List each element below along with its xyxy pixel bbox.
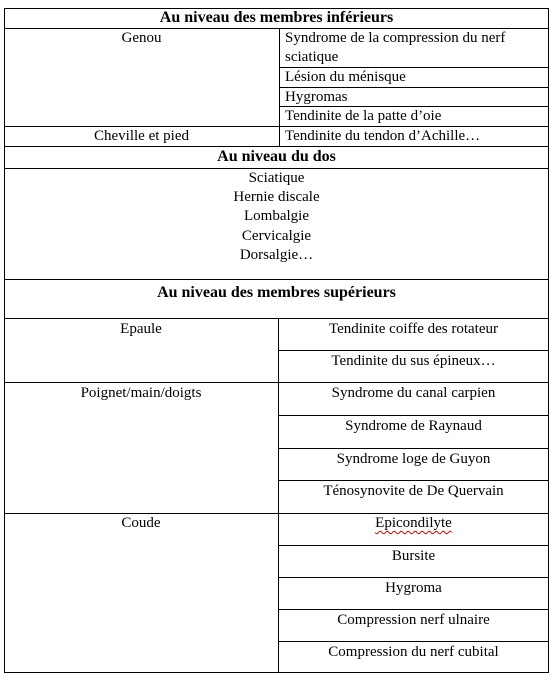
divider [4, 279, 549, 280]
list-item: Hygromas [285, 89, 348, 105]
list-item: Tendinite du sus épineux… [331, 353, 496, 369]
list-item: Tendinite coiffe des rotateur [328, 321, 499, 337]
list-item: Sciatique [248, 170, 305, 186]
divider [278, 415, 549, 416]
list-item: Ténosynovite de De Quervain [323, 483, 504, 499]
category-cheville-pied: Cheville et pied [94, 128, 189, 144]
list-item: Bursite [391, 548, 436, 564]
section-title-lower-limbs: Au niveau des membres inférieurs [159, 9, 394, 26]
list-item: Hernie discale [233, 189, 320, 205]
list-item: Compression nerf ulnaire [337, 612, 490, 628]
divider [4, 382, 549, 383]
category-coude: Coude [121, 515, 161, 531]
list-item: Compression du nerf cubital [328, 644, 499, 660]
table-border-bottom [4, 672, 549, 673]
divider [4, 318, 549, 319]
list-item: sciatique [285, 49, 339, 65]
list-item: Tendinite du tendon d’Achille… [285, 128, 481, 144]
list-item: Lombalgie [244, 208, 309, 224]
category-epaule: Epaule [120, 321, 162, 337]
divider [278, 577, 549, 578]
section-title-back: Au niveau du dos [217, 148, 336, 165]
divider [278, 545, 549, 546]
divider [278, 641, 549, 642]
divider [278, 480, 549, 481]
list-item: Dorsalgie… [239, 247, 314, 263]
list-item: Syndrome du canal carpien [331, 385, 496, 401]
list-item: Hygroma [385, 580, 442, 596]
list-item [278, 514, 549, 533]
category-genou: Genou [121, 30, 162, 46]
list-item: Lésion du ménisque [285, 69, 406, 85]
list-item: Syndrome loge de Guyon [336, 451, 491, 467]
misspelled-word: Epicondilyte [375, 515, 452, 531]
category-poignet-main-doigts: Poignet/main/doigts [80, 385, 202, 401]
section-title-upper-limbs: Au niveau des membres supérieurs [157, 284, 396, 301]
list-item: Tendinite de la patte d’oie [285, 108, 442, 124]
table-border-right [548, 8, 549, 673]
list-item: Cervicalgie [241, 228, 312, 244]
table-border-left [4, 8, 5, 673]
list-item: Syndrome de la compression du nerf [285, 30, 506, 46]
divider [278, 448, 549, 449]
list-item: Syndrome de Raynaud [345, 418, 482, 434]
divider [278, 350, 549, 351]
divider [278, 609, 549, 610]
